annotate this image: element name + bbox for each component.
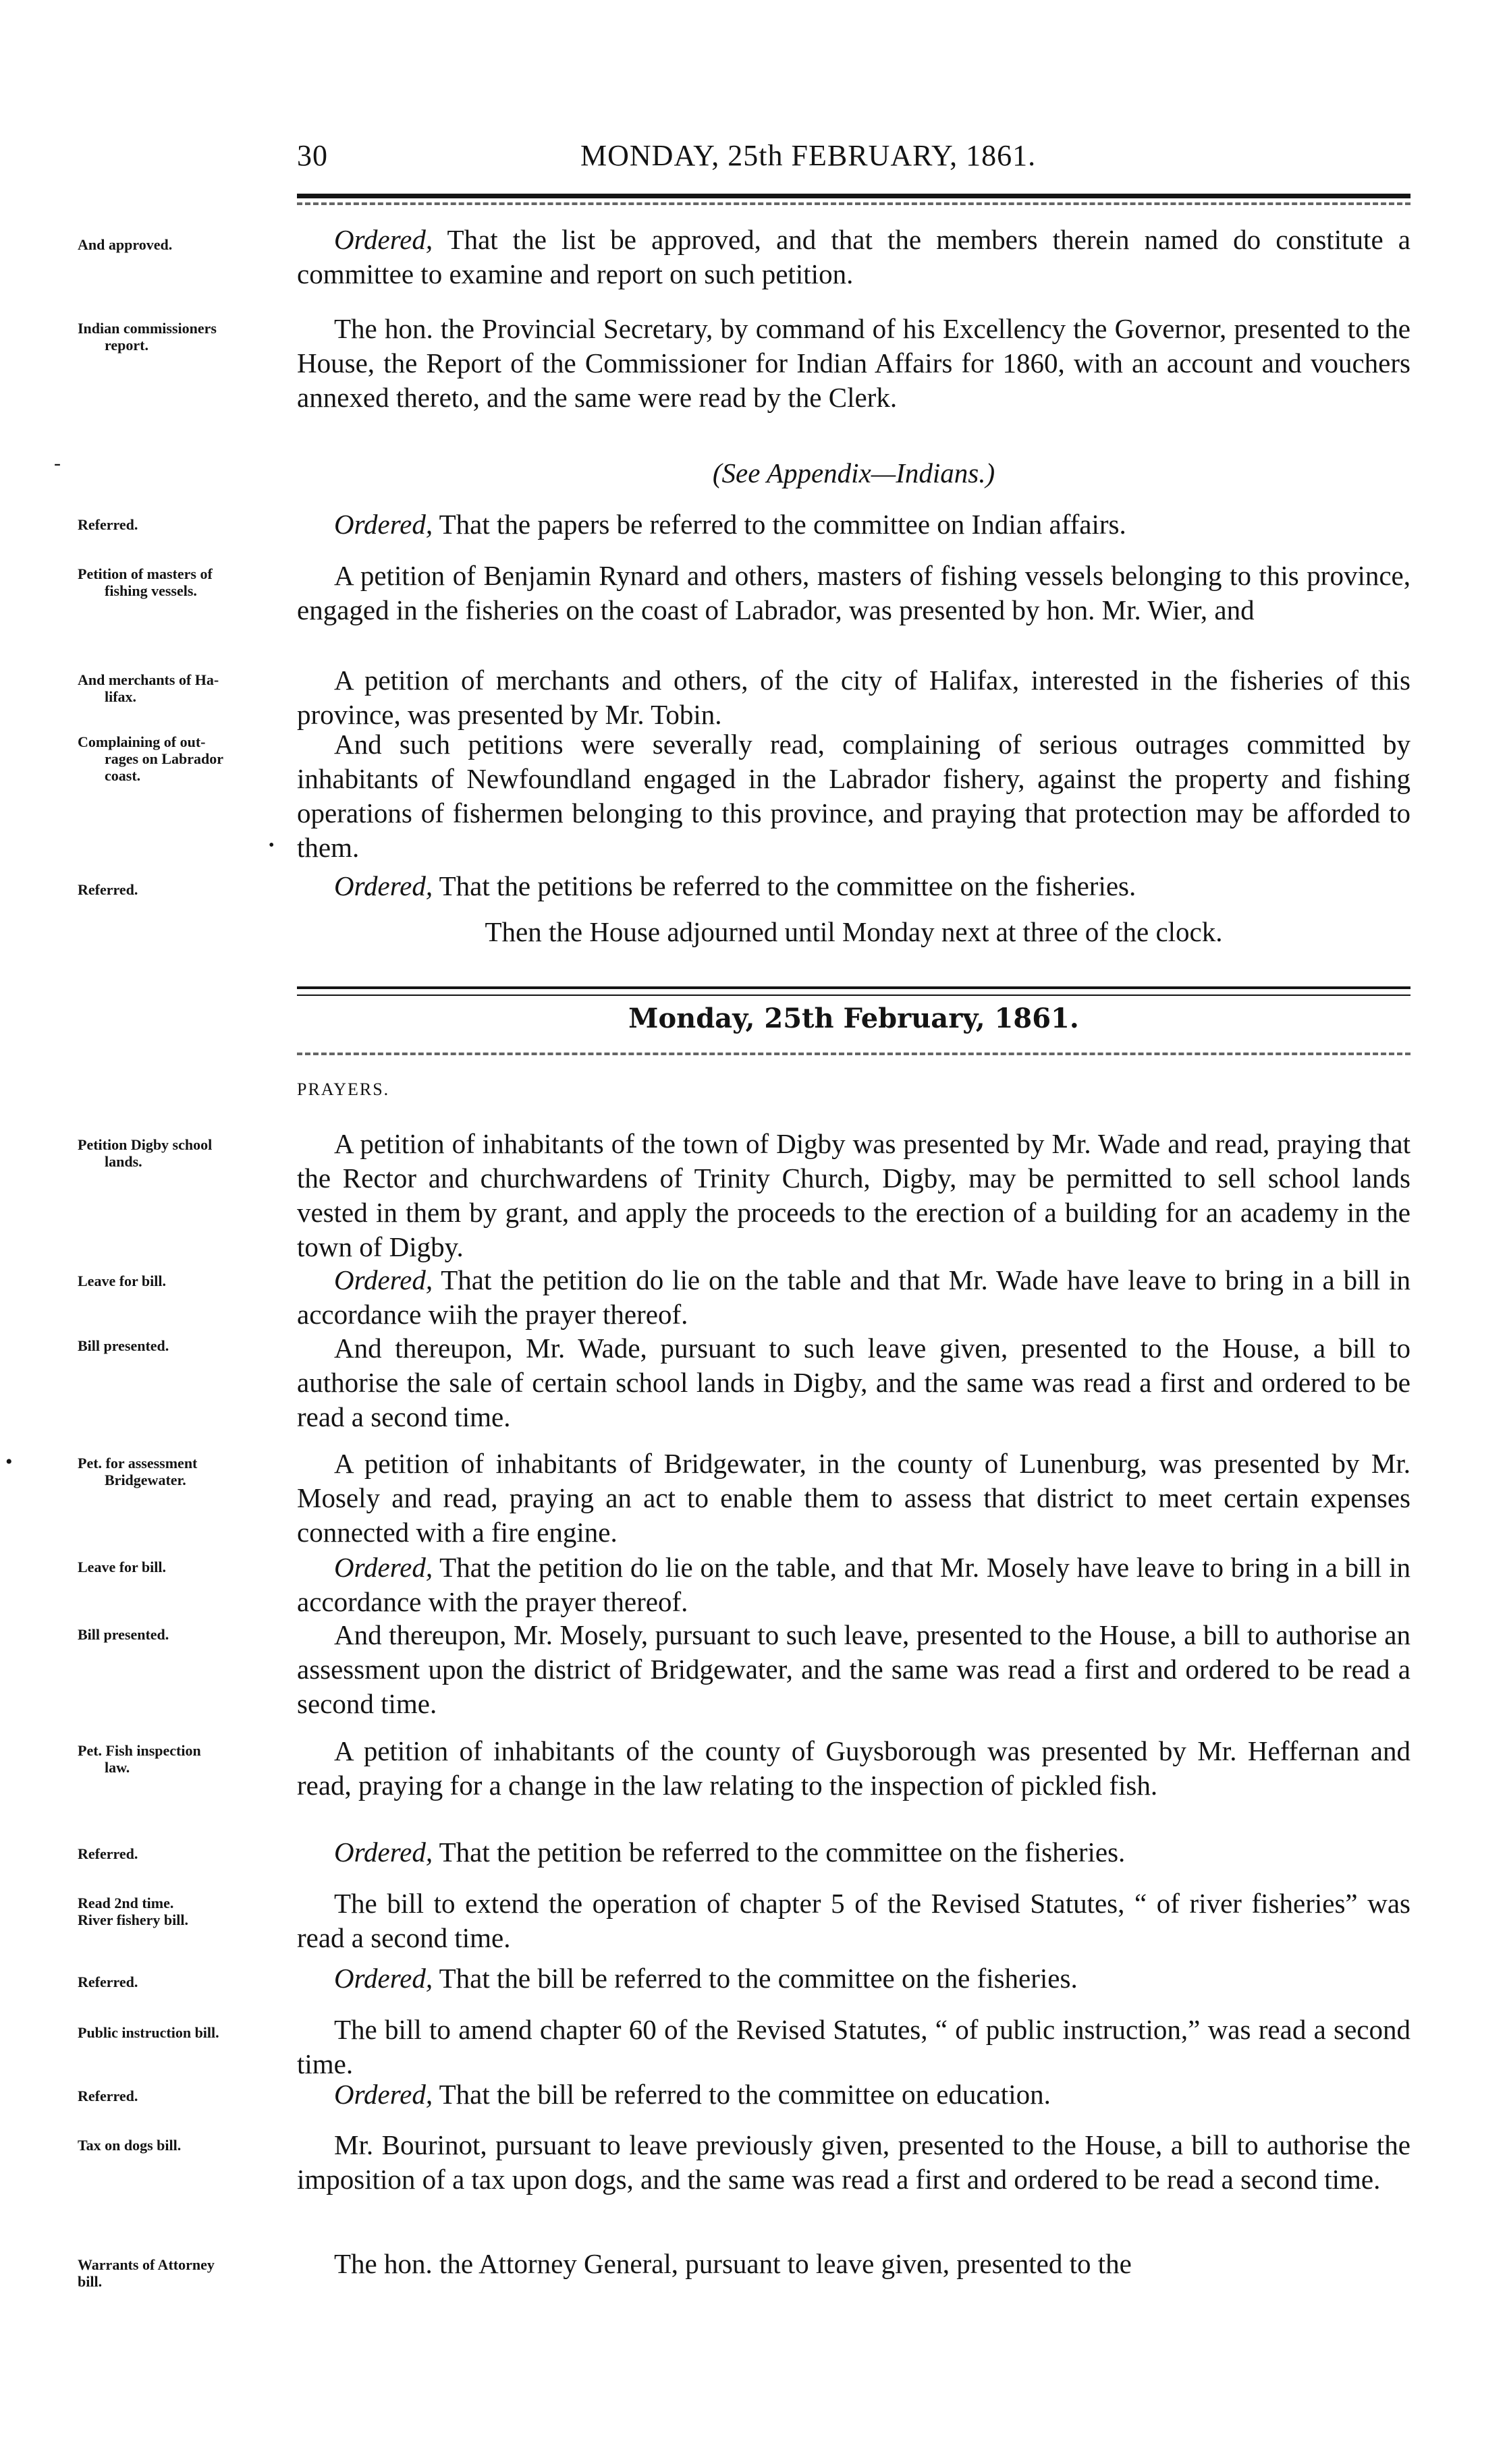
page-number: 30 [297, 139, 328, 172]
paragraph: And such petitions were severally read, complaining of serious outrages committed by inhabitants of Newfoundland engaged in the Labrador fishery, against the property and fishing operations of fishermen belonging to this province, and praying that protection may be afforded to them. [297, 729, 1410, 863]
paragraph: Ordered, That the petition be referred to the committee on the fisheries. [334, 1837, 1126, 1868]
session-title: Monday, 25th February, 1861. [628, 1003, 1079, 1034]
paragraph: And thereupon, Mr. Wade, pursuant to such leave given, presented to the House, a bill to authorise the sale of certain school lands in Digby, and the same was read a first and ordered to be read a second time. [297, 1333, 1410, 1432]
margin-note-pet-fish: Pet. Fish inspection law. [78, 1742, 201, 1776]
prayers-heading: PRAYERS. [297, 1080, 390, 1099]
appendix-note: (See Appendix—Indians.) [712, 457, 995, 488]
running-header [297, 138, 1410, 179]
adjourn-line: Then the House adjourned until Monday next at three of the clock. [485, 916, 1223, 947]
paragraph: The hon. the Provincial Secretary, by command of his Excellency the Governor, presented to the House, the Report of the Commissioner for Indian Affairs for 1860, with an account and vouchers annexed thereto, and the same were read by the Clerk. [297, 313, 1410, 413]
margin-note-complaining: Complaining of out- rages on Labrador coast. [78, 733, 223, 784]
paragraph: Ordered, That the bill be referred to the committee on education. [334, 2079, 1051, 2110]
margin-note-referred: Referred. [78, 881, 138, 898]
margin-note-bill-presented: Bill presented. [78, 1626, 169, 1643]
margin-note-warrants: Warrants of Attorney bill. [78, 2256, 215, 2290]
header-rule [297, 194, 1410, 198]
margin-note-petition-digby: Petition Digby school lands. [78, 1136, 213, 1170]
paragraph: A petition of merchants and others, of the city of Halifax, interested in the fisheries of this province, was presented by Mr. Tobin. [297, 665, 1410, 730]
paragraph: Ordered, That the petition do lie on the table and that Mr. Wade have leave to bring in a bill in accordance wiih the prayer thereof. [297, 1264, 1410, 1330]
paragraph: Ordered, That the list be approved, and that the members therein named do constitute a committee to examine and report on such petition. [297, 224, 1410, 289]
margin-note-referred: Referred. [78, 2088, 138, 2104]
section-rule [297, 995, 1410, 996]
paragraph: A petition of inhabitants of Bridgewater, in the county of Lunenburg, was presented by Mr. Mosely and read, praying an act to enable them to assess that district to meet certain expenses connected with a fire engine. [297, 1448, 1410, 1548]
margin-note-leave-for-bill: Leave for bill. [78, 1272, 166, 1289]
margin-dash-mark: - [54, 452, 61, 474]
paragraph: The bill to extend the operation of chapter 5 of the Revised Statutes, “ of river fisheries” was read a second time. [297, 1888, 1410, 1953]
paragraph: A petition of Benjamin Rynard and others, masters of fishing vessels belonging to this province, engaged in the fisheries on the coast of Labrador, was presented by hon. Mr. Wier, and [297, 560, 1410, 625]
margin-note-and-approved: And approved. [78, 236, 173, 253]
margin-note-referred: Referred. [78, 1845, 138, 1862]
margin-note-public-instruction: Public instruction bill. [78, 2024, 219, 2041]
paragraph: A petition of inhabitants of the county of Guysborough was presented by Mr. Heffernan and read, praying for a change in the law relating to the inspection of pickled fish. [297, 1735, 1410, 1801]
paragraph: The bill to amend chapter 60 of the Revised Statutes, “ of public instruction,” was read a second time. [297, 2014, 1410, 2079]
paragraph: Mr. Bourinot, pursuant to leave previously given, presented to the House, a bill to authorise the imposition of a tax upon dogs, and the same was read a first and ordered to be read a second time. [297, 2129, 1410, 2195]
paragraph: The hon. the Attorney General, pursuant to leave given, presented to the [334, 2248, 1132, 2279]
paragraph: Ordered, That the petitions be referred to the committee on the fisheries. [334, 870, 1136, 901]
margin-dot-mark: • [269, 837, 275, 854]
section-dashed-rule [297, 1053, 1410, 1055]
paragraph: Ordered, That the bill be referred to the committee on the fisheries. [334, 1963, 1078, 1994]
margin-note-bill-presented: Bill presented. [78, 1337, 169, 1354]
header-dashed-rule [297, 202, 1410, 205]
margin-note-leave-for-bill: Leave for bill. [78, 1559, 166, 1575]
margin-note-read-2nd: Read 2nd time. River fishery bill. [78, 1895, 188, 1928]
margin-bullet-mark: • [5, 1451, 13, 1473]
page-header-title: MONDAY, 25th FEBRUARY, 1861. [580, 139, 1037, 172]
paragraph: A petition of inhabitants of the town of Digby was presented by Mr. Wade and read, praying that the Rector and churchwardens of Trinity Church, Digby, may be permitted to sell school lands vested in them by grant, and apply the proceeds to the erection of a building for an academy in the town of Digby. [297, 1128, 1410, 1262]
margin-note-tax-dogs: Tax on dogs bill. [78, 2137, 182, 2154]
margin-note-indian-commissioners: Indian commissioners report. [78, 320, 217, 354]
margin-note-petition-masters: Petition of masters of fishing vessels. [78, 565, 213, 599]
paragraph: And thereupon, Mr. Mosely, pursuant to such leave, presented to the House, a bill to authorise an assessment upon the district of Bridgewater, and the same was read a first and ordered to be read a second time. [297, 1619, 1410, 1719]
section-rule [297, 986, 1410, 989]
margin-note-referred: Referred. [78, 1973, 138, 1990]
margin-note-merchants-halifax: And merchants of Ha- lifax. [78, 671, 219, 705]
margin-note-pet-assessment: Pet. for assessment Bridgewater. [78, 1455, 198, 1488]
margin-note-referred: Referred. [78, 516, 138, 533]
paragraph: Ordered, That the petition do lie on the table, and that Mr. Mosely have leave to bring in a bill in accordance with the prayer thereof. [297, 1552, 1410, 1617]
paragraph: Ordered, That the papers be referred to the committee on Indian affairs. [334, 509, 1126, 540]
